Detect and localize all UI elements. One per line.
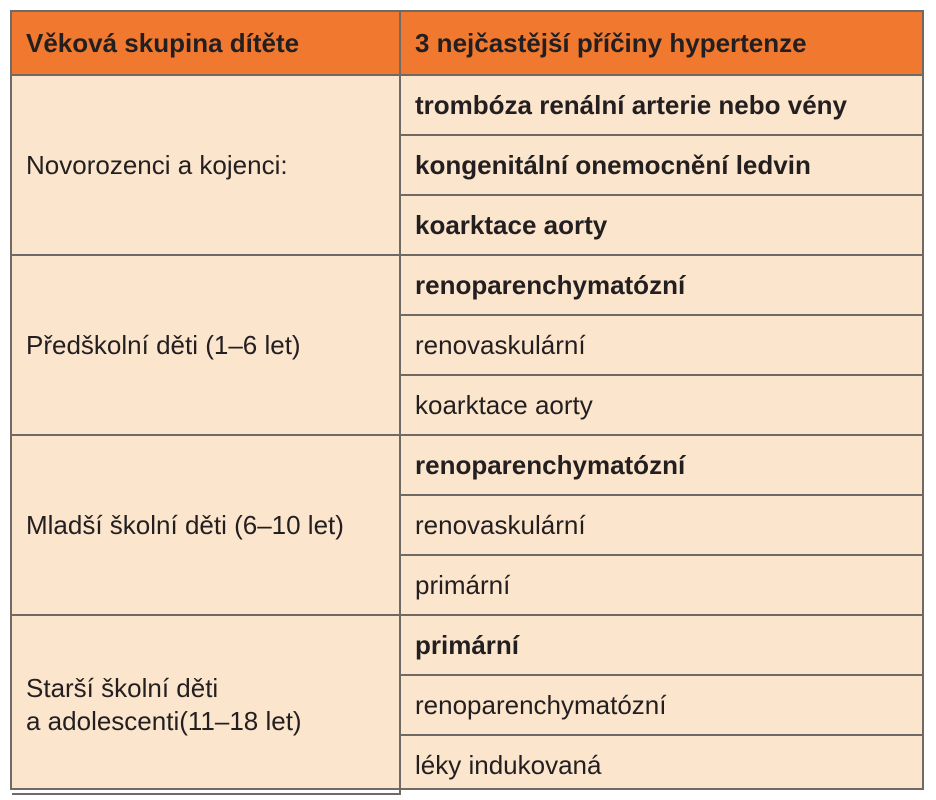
- age-group-cell: [12, 255, 400, 435]
- cause-cell: renoparenchymatózní: [400, 435, 922, 495]
- cause-cell: renoparenchymatózní: [400, 255, 922, 315]
- cause-cell: léky indukovaná: [400, 735, 922, 794]
- cause-cell: koarktace aorty: [400, 375, 922, 435]
- cause-cell: renovaskulární: [400, 495, 922, 555]
- table-row: [12, 435, 922, 495]
- header-causes: 3 nejčastější příčiny hypertenze: [400, 12, 922, 75]
- age-group-cell: [12, 75, 400, 255]
- age-group-label: Předškolní děti (1–6 let): [26, 329, 301, 360]
- age-group-label-line-2: a adolescenti(11–18 let): [26, 705, 302, 736]
- age-group-cell: [12, 435, 400, 615]
- table-row: [12, 75, 922, 135]
- header-row: [12, 12, 922, 75]
- cause-cell: kongenitální onemocnění ledvin: [400, 135, 922, 195]
- age-group-label: Novorozenci a kojenci:: [26, 149, 288, 180]
- cause-cell: koarktace aorty: [400, 195, 922, 255]
- table: [12, 12, 922, 795]
- cause-cell: primární: [400, 555, 922, 615]
- age-group-label: Mladší školní děti (6–10 let): [26, 509, 344, 540]
- cause-cell: renoparenchymatózní: [400, 675, 922, 735]
- cause-cell: primární: [400, 615, 922, 675]
- header-age-group: Věková skupina dítěte: [12, 12, 400, 75]
- cause-cell: trombóza renální arterie nebo vény: [400, 75, 922, 135]
- age-group-label-line-1: Starší školní děti: [26, 673, 219, 703]
- age-group-cell: [12, 615, 400, 794]
- cause-cell: renovaskulární: [400, 315, 922, 375]
- hypertension-causes-table: [10, 10, 924, 790]
- table-row: [12, 615, 922, 675]
- table-row: [12, 255, 922, 315]
